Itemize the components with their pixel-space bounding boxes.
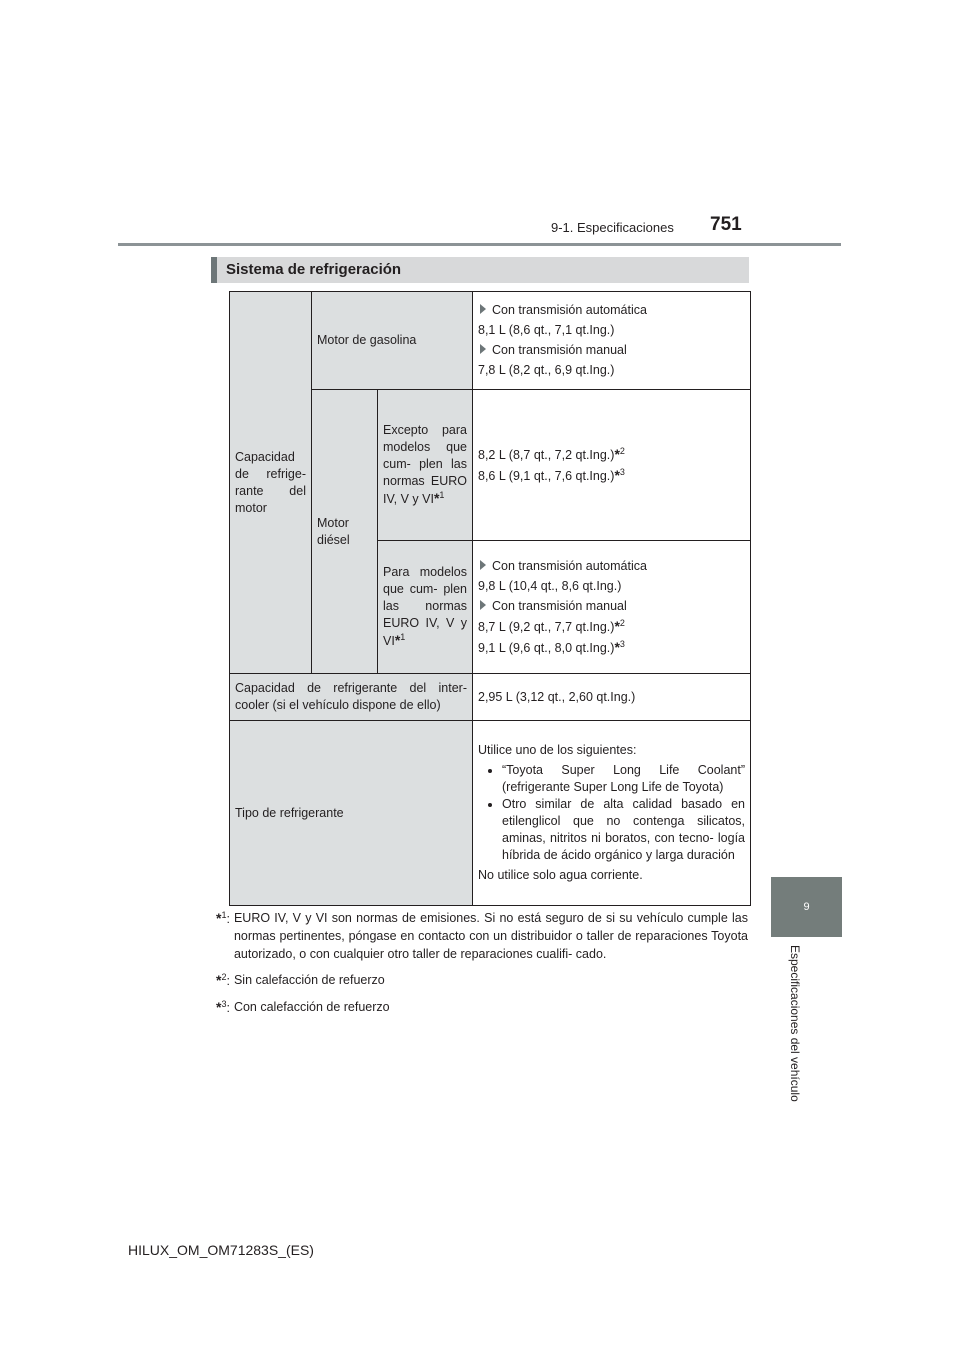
footnote-star: * xyxy=(216,910,222,926)
diesel-for-auto-label: Con transmisión automática xyxy=(492,558,647,573)
coolant-note: No utilice solo agua corriente. xyxy=(478,868,643,882)
diesel-except-value-1: 8,2 L (8,7 qt., 7,2 qt.Ing.) xyxy=(478,447,615,462)
footnote-3-text: Con calefacción de refuerzo xyxy=(233,1000,390,1014)
capacity-label: Capacidad de refrige- rante del motor xyxy=(235,449,306,515)
diesel-label-cell xyxy=(312,390,378,674)
footnote-star: * xyxy=(433,490,440,506)
chapter-number: 9 xyxy=(803,901,810,913)
footnote-3-marker: *$^3$: xyxy=(216,999,230,1015)
coolant-option-1: • “Toyota Super Long Life Coolant” (refrigerante Super Long Life de Toyota) xyxy=(502,762,745,796)
footnote-ref-3: 3 xyxy=(619,638,625,649)
footnote-1-marker: *$^1$: xyxy=(216,910,230,926)
intercooler-label-cell xyxy=(230,674,473,721)
header-section-title: 9-1. Especificaciones xyxy=(551,220,674,235)
footnote-ref-2: 2 xyxy=(619,617,625,628)
diesel-except-label: Excepto para modelos que cum- plen las normas EURO IV, V y VI xyxy=(383,423,467,506)
footnote-star: * xyxy=(394,632,401,648)
footnote-2 xyxy=(216,971,748,990)
diesel-for-auto-value: 9,8 L (10,4 qt., 8,6 qt.Ing.) xyxy=(478,578,622,593)
gasoline-manual-row xyxy=(478,342,745,359)
diesel-for-manual-value-2-row xyxy=(478,639,745,657)
coolant-type-values-cell xyxy=(473,721,751,906)
footnote-number-2: 2 xyxy=(221,972,227,982)
footnote-star: * xyxy=(216,972,222,988)
coolant-type-label-cell xyxy=(230,721,473,906)
page-number: 751 xyxy=(710,214,742,235)
diesel-for-label-cell xyxy=(378,541,473,674)
section-title: Sistema de refrigeración xyxy=(226,261,402,278)
diesel-for-manual-value-2: 9,1 L (9,6 qt., 8,0 qt.Ing.) xyxy=(478,640,615,655)
gasoline-auto-label: Con transmisión automática xyxy=(492,303,647,317)
diesel-for-auto-row xyxy=(478,558,745,575)
footnote-number-1: 1 xyxy=(221,910,227,920)
diesel-except-value-2-row xyxy=(478,467,745,485)
triangle-bullet-icon xyxy=(480,304,486,314)
gasoline-auto-value: 8,1 L (8,6 qt., 7,1 qt.Ing.) xyxy=(478,323,615,337)
header-divider xyxy=(118,243,841,246)
footnote-star: * xyxy=(614,466,620,483)
footnote-1-text: EURO IV, V y VI son normas de emisiones. Si no está seguro de si su vehículo cumple las normas pertinentes, póngase en contacto con un distribuidor o taller de reparaciones Toyota autorizado, o con cualquier otro taller de reparaciones cualifi- cado. xyxy=(233,911,748,961)
diesel-for-manual-row xyxy=(478,598,745,615)
footnote-star: * xyxy=(216,999,222,1015)
diesel-except-label-cell xyxy=(378,390,473,541)
footnotes xyxy=(216,909,748,1025)
footnote-2-marker: *$^2$: xyxy=(216,972,230,988)
gasoline-values-cell xyxy=(473,292,751,390)
capacity-label-cell xyxy=(230,292,312,674)
footnote-number-3: 3 xyxy=(221,999,227,1009)
diesel-except-value-2: 8,6 L (9,1 qt., 7,6 qt.Ing.) xyxy=(478,468,615,483)
diesel-for-manual-value-1: 8,7 L (9,2 qt., 7,7 qt.Ing.) xyxy=(478,619,615,634)
triangle-bullet-icon xyxy=(480,600,486,610)
footnote-ref-1: 1 xyxy=(439,490,445,500)
intercooler-value-cell xyxy=(473,674,751,721)
footnote-star: * xyxy=(614,445,620,462)
diesel-engine-label: Motor diésel xyxy=(317,515,350,547)
section-heading-bar xyxy=(211,257,749,283)
footnote-ref-2: 2 xyxy=(619,445,625,456)
footnote-3 xyxy=(216,998,748,1017)
coolant-type-label: Tipo de refrigerante xyxy=(235,805,344,820)
coolant-option-2: • Otro similar de alta calidad basado en etilenglicol que no contenga silicatos, aminas, nitritos ni boratos, con tecno- logía híbrida de ácido orgánico y larga duración xyxy=(502,796,745,864)
gasoline-auto-row xyxy=(478,302,745,319)
triangle-bullet-icon xyxy=(480,344,486,354)
diesel-for-manual-label: Con transmisión manual xyxy=(492,598,627,613)
intercooler-value: 2,95 L (3,12 qt., 2,60 qt.Ing.) xyxy=(478,689,636,704)
footnote-star: * xyxy=(614,617,620,634)
gasoline-engine-label: Motor de gasolina xyxy=(317,333,417,347)
gasoline-manual-label: Con transmisión manual xyxy=(492,343,627,357)
footnote-ref-3: 3 xyxy=(619,466,625,477)
footnote-ref-1: 1 xyxy=(400,632,406,642)
coolant-options-list xyxy=(478,762,745,864)
triangle-bullet-icon xyxy=(480,560,486,570)
chapter-tab xyxy=(771,877,842,937)
diesel-except-values-cell xyxy=(473,390,751,541)
intercooler-label: Capacidad de refrigerante del inter- cooler (si el vehículo dispone de ello) xyxy=(235,681,467,712)
gasoline-label-cell xyxy=(312,292,473,390)
coolant-intro: Utilice uno de los siguientes: xyxy=(478,743,637,757)
gasoline-manual-value: 7,8 L (8,2 qt., 6,9 qt.Ing.) xyxy=(478,363,615,377)
diesel-for-label: Para modelos que cum- plen las normas EURO IV, V y VI xyxy=(383,565,467,648)
document-id: HILUX_OM_OM71283S_(ES) xyxy=(128,1242,314,1258)
diesel-for-manual-value-1-row xyxy=(478,618,745,636)
footnote-star: * xyxy=(614,638,620,655)
chapter-label-text: Especificaciones del vehículo xyxy=(788,945,802,1102)
footnote-2-text: Sin calefacción de refuerzo xyxy=(233,973,385,987)
footnote-1 xyxy=(216,909,748,963)
diesel-except-value-1-row xyxy=(478,446,745,464)
coolant-spec-table xyxy=(229,291,751,906)
diesel-for-values-cell xyxy=(473,541,751,674)
